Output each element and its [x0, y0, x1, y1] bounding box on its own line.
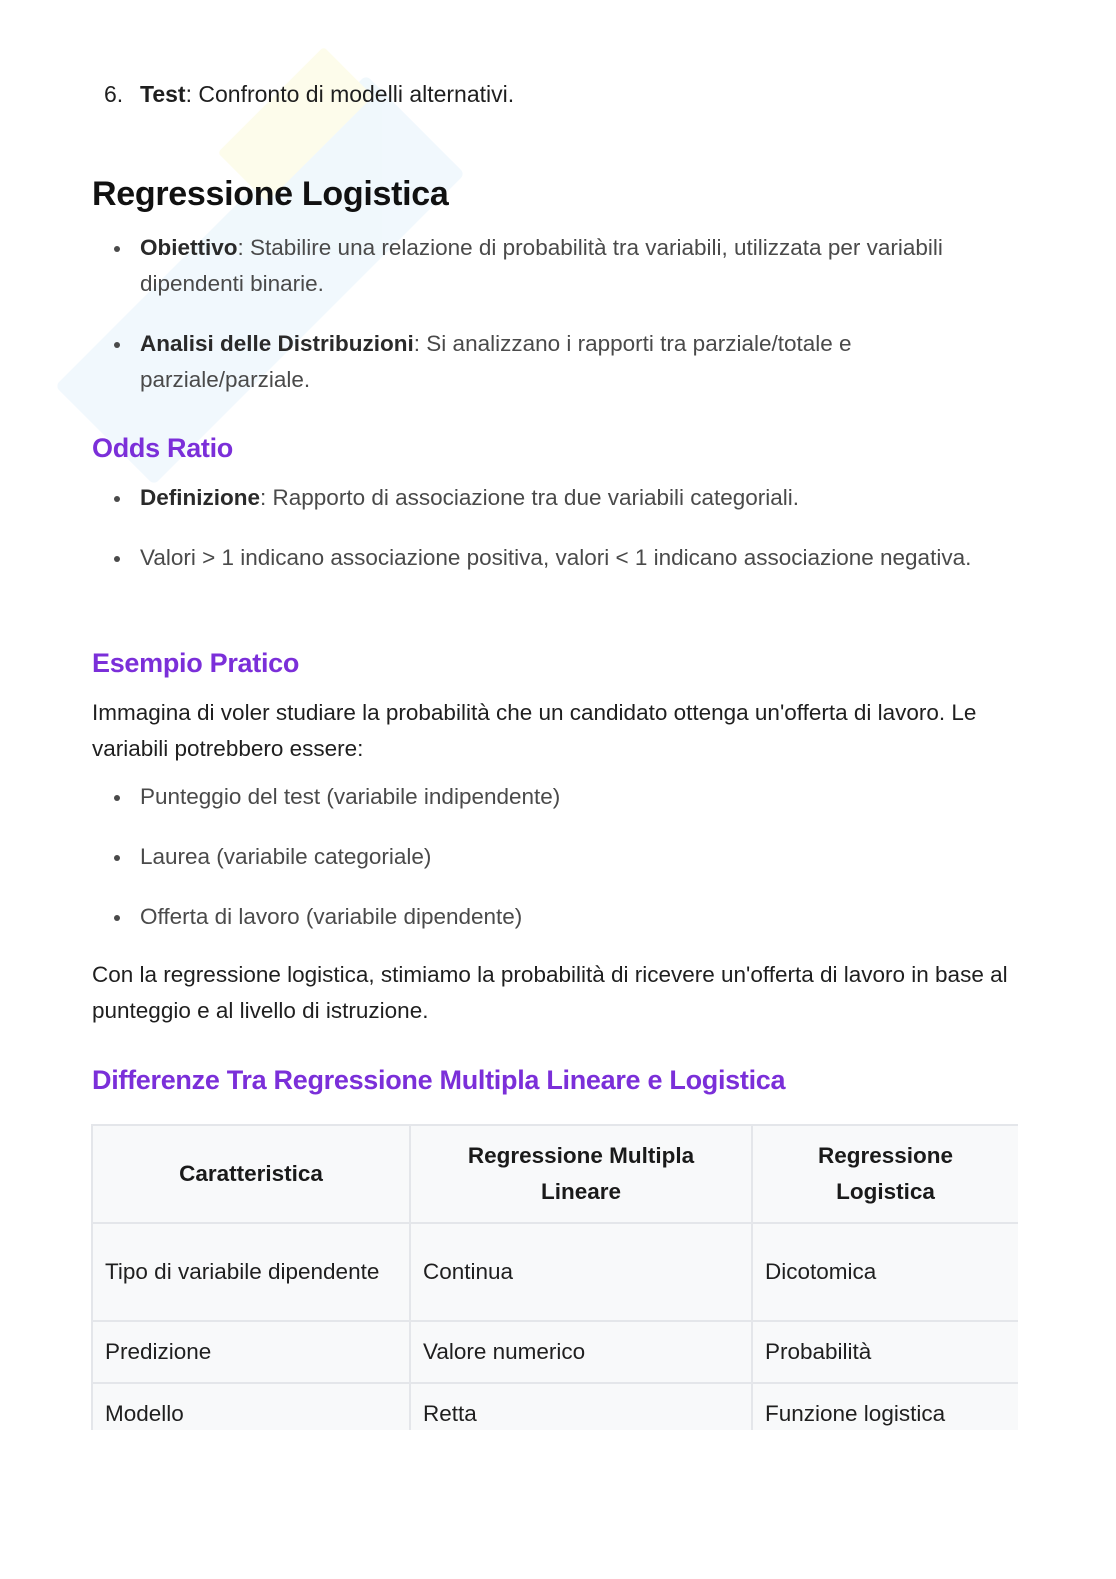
- list-item: [0, 540, 1020, 576]
- bullet-term: Analisi delle Distribuzioni: [140, 331, 414, 356]
- comparison-table: [91, 1124, 1018, 1430]
- esempio-heading: Esempio Pratico: [92, 648, 300, 678]
- table-cell: Probabilità: [752, 1321, 1018, 1383]
- table-cell: Dicotomica: [752, 1223, 1018, 1321]
- section-title: Regressione Logistica: [92, 175, 449, 213]
- table-cell: Funzione logistica: [752, 1383, 1018, 1430]
- list-item: [0, 230, 1020, 302]
- numbered-list-item: [104, 78, 514, 110]
- table-cell: Valore numerico: [410, 1321, 752, 1383]
- table-header-cell: Regressione Multipla Lineare: [410, 1125, 752, 1223]
- list-term: Test: [140, 81, 186, 107]
- differenze-heading: Differenze Tra Regressione Multipla Lineare e Logistica: [92, 1065, 786, 1095]
- comparison-table-wrapper: [91, 1124, 1018, 1430]
- list-text: : Confronto di modelli alternativi.: [185, 81, 515, 107]
- table-cell: Continua: [410, 1223, 752, 1321]
- list-item: [0, 480, 1020, 516]
- bullet-text: : Si analizzano i rapporti tra parziale/totale e parziale/parziale.: [140, 331, 852, 392]
- table-cell: Tipo di variabile dipendente: [92, 1223, 410, 1321]
- table-row: [92, 1321, 1018, 1383]
- table-header-row: [92, 1125, 1018, 1223]
- bullet-text: : Rapporto di associazione tra due variabili categoriali.: [260, 485, 800, 510]
- list-item: Laurea (variabile categoriale): [0, 839, 1020, 875]
- esempio-conclusion: Con la regressione logistica, stimiamo la probabilità di ricevere un'offerta di lavoro in base al punteggio e al livello di istruzione.: [92, 962, 1008, 1023]
- list-number: 6.: [104, 81, 124, 107]
- table-cell: Predizione: [92, 1321, 410, 1383]
- esempio-bullet-list: [0, 779, 1116, 935]
- table-header-cell: Caratteristica: [92, 1125, 410, 1223]
- list-item: Offerta di lavoro (variabile dipendente): [0, 899, 1020, 935]
- table-cell: Modello: [92, 1383, 410, 1430]
- table-cell: Retta: [410, 1383, 752, 1430]
- bullet-text: : Stabilire una relazione di probabilità tra variabili, utilizzata per variabili dipendenti binarie.: [140, 235, 943, 296]
- table-row: [92, 1223, 1018, 1321]
- table-header-cell: Regressione Logistica: [752, 1125, 1018, 1223]
- odds-ratio-bullet-list: [0, 480, 1116, 576]
- list-item: [0, 326, 1020, 398]
- bullet-text: Valori > 1 indicano associazione positiva, valori < 1 indicano associazione negativa.: [140, 545, 972, 570]
- list-item: Punteggio del test (variabile indipendente): [0, 779, 1020, 815]
- bullet-term: Definizione: [140, 485, 261, 510]
- esempio-intro: Immagina di voler studiare la probabilità che un candidato ottenga un'offerta di lavoro. Le variabili potrebbero essere:: [92, 700, 977, 761]
- table-row: [92, 1383, 1018, 1430]
- intro-bullet-list: [0, 230, 1116, 398]
- odds-ratio-heading: Odds Ratio: [92, 433, 234, 463]
- bullet-term: Obiettivo: [140, 235, 238, 260]
